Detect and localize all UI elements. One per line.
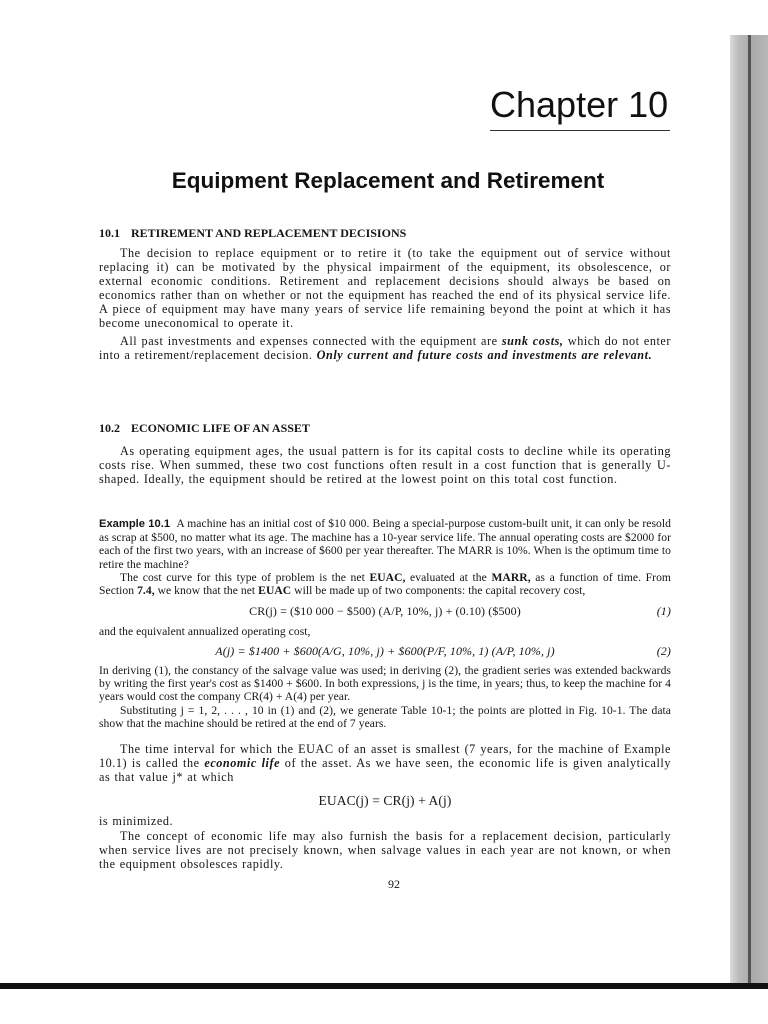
text-run: The time interval for which the EUAC of an asset is smallest (7 years, for the machine of Example 10.1) is called the xyxy=(99,742,671,770)
equation-text: A(j) = $1400 + $600(A/G, 10%, j) + $600(P/F, 10%, 1) (A/P, 10%, j) xyxy=(215,644,555,658)
example-label: Example 10.1 xyxy=(99,518,171,530)
example-paragraph-substituting: Substituting j = 1, 2, . . . , 10 in (1) and (2), we generate Table 10-1; the points are plotted in Fig. 10-1. The data show that the machine should be retired at the end of 7 years. xyxy=(99,704,671,731)
section-number: 10.2 xyxy=(99,421,120,435)
section-heading-10-2 xyxy=(99,421,310,436)
term-sunk-costs: sunk costs, xyxy=(501,334,564,348)
page-number: 92 xyxy=(388,877,400,891)
paragraph-replacement-basis: The concept of economic life may also furnish the basis for a replacement decision, particularly when service lives are not precisely known, when salvage values in each year are not known, or when the equipment obsolesces rapidly. xyxy=(99,829,671,871)
emphasis-relevant-costs: Only current and future costs and investments are relevant. xyxy=(316,347,653,362)
page-bottom-margin xyxy=(0,989,768,1024)
example-between-text: and the equivalent annualized operating cost, xyxy=(99,625,311,638)
paragraph-economic-life: As operating equipment ages, the usual pattern is for its capital costs to decline while its operating costs rise. When summed, these two cost functions often result in a cost function that is generally U-shaped. Ideally, the equipment should be retired at the lowest point on this total cost function. xyxy=(99,444,671,486)
equation-text: EUAC(j) = CR(j) + A(j) xyxy=(318,793,452,808)
section-title: ECONOMIC LIFE OF AN ASSET xyxy=(131,421,310,435)
equation-euac xyxy=(99,793,671,809)
paragraph-is-minimized: is minimized. xyxy=(99,814,174,828)
text-run: we know that the net xyxy=(154,584,259,598)
text-run: of the asset. As we have seen, the economic life is given analytically as that value j* at which xyxy=(99,755,671,784)
term-marr: MARR, xyxy=(491,571,531,584)
section-heading-10-1 xyxy=(99,226,406,241)
term-economic-life: economic life xyxy=(204,755,281,770)
section-ref: 7.4, xyxy=(137,584,155,598)
text-run: All past investments and expenses connected with the equipment are xyxy=(120,334,502,348)
example-10-1 xyxy=(99,517,671,571)
equation-1 xyxy=(99,604,671,619)
equation-number: (2) xyxy=(656,644,671,658)
page-title: Equipment Replacement and Retirement xyxy=(171,168,605,193)
paragraph-economic-life-definition xyxy=(99,743,671,785)
chapter-heading: Chapter 10 xyxy=(490,84,669,125)
section-title: RETIREMENT AND REPLACEMENT DECISIONS xyxy=(131,226,407,240)
example-paragraph-cost-curve xyxy=(99,571,671,597)
text-run: evaluated at the xyxy=(405,571,492,584)
chapter-rule xyxy=(490,130,670,131)
equation-2 xyxy=(99,644,671,659)
equation-number: (1) xyxy=(656,604,671,618)
example-text: A machine has an initial cost of $10 000. Being a special-purpose custom-built unit, it can only be resold as scrap at $500, no matter what its age. The machine has a 10-year service life. The annual operating costs are $2000 for each of the first two years, with an increase of $600 per year thereafter. The MARR is 10%. When is the optimum time to retire the machine? xyxy=(99,517,671,571)
text-run: The cost curve for this type of problem is the net xyxy=(120,571,370,584)
example-paragraph-deriving: In deriving (1), the constancy of the salvage value was used; in deriving (2), the gradient series was extended backwards by writing the first year's cost as $1400 + $600. In both expressions, j is the time, in years; thus, to keep the machine for 4 years would cost the company CR(4) + A(4) per year. xyxy=(99,664,671,704)
term-euac: EUAC xyxy=(258,584,292,598)
text-run: will be made up of two components: the capital recovery cost, xyxy=(291,584,586,598)
text-run: as a function of time. From Section xyxy=(99,571,671,598)
paragraph-retirement: The decision to replace equipment or to retire it (to take the equipment out of service without replacing it) can be motivated by the physical impairment of the equipment, its obsolescence, or external economic conditions. Retirement and replacement decisions should always be based on economics rather than on whether or not the equipment has reached the end of its physical service life. A piece of equipment may have many years of service life remaining beyond the point at which it has become uneconomical to operate it. xyxy=(99,246,671,330)
equation-text: CR(j) = ($10 000 − $500) (A/P, 10%, j) + (0.10) ($500) xyxy=(249,604,521,618)
term-euac: EUAC, xyxy=(369,571,406,584)
paragraph-sunk-costs xyxy=(99,335,671,363)
text-run: which do not enter into a retirement/replacement decision. xyxy=(99,334,671,362)
section-number: 10.1 xyxy=(99,226,120,240)
